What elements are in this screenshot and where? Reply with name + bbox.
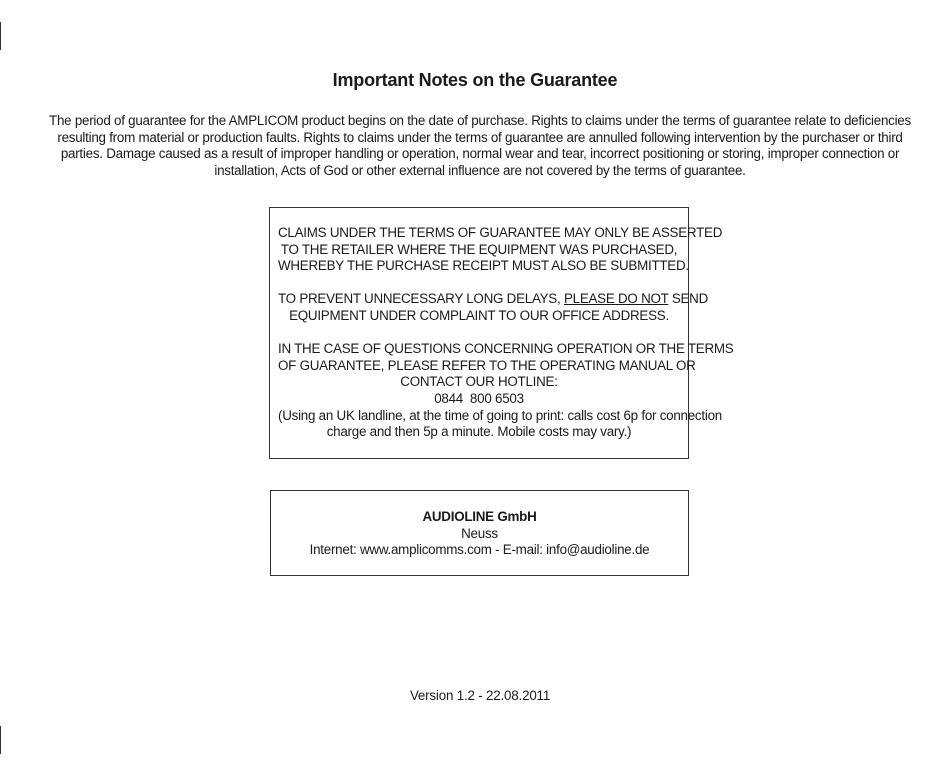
claims-line: TO THE RETAILER WHERE THE EQUIPMENT WAS PURCHASED, [280, 241, 678, 257]
delays-suffix: SEND [668, 291, 709, 307]
claims-line: WHEREBY THE PURCHASE RECEIPT MUST ALSO BE SUBMITTED. [278, 258, 689, 274]
delays-paragraph [278, 291, 709, 324]
delays-line: EQUIPMENT UNDER COMPLAINT TO OUR OFFICE ADDRESS. [289, 307, 669, 323]
crop-mark-bottom [0, 726, 1, 754]
guarantee-intro-paragraph: The period of guarantee for the AMPLICOM product begins on the date of purchase. Rights to claims under the terms of guarantee relate to deficiencies resulting from material or production faults. Rights to claims under the terms of guarantee are annulled following intervention by the purchaser or third parties. Damage caused as a result of improper handling or operation, normal wear and tear, incorrect positioning or storing, improper connection or installation, Acts of God or other external influence are not covered by the terms of guarantee. [49, 113, 911, 178]
contact-details: Internet: www.amplicomms.com - E-mail: info@audioline.de [309, 542, 650, 558]
hotline-line: IN THE CASE OF QUESTIONS CONCERNING OPERATION OR THE TERMS [278, 341, 734, 357]
hotline-paragraph [278, 341, 734, 441]
crop-mark-top [0, 22, 1, 50]
delays-prefix: TO PREVENT UNNECESSARY LONG DELAYS, [278, 291, 564, 307]
call-cost-note: (Using an UK landline, at the time of going to print: calls cost 6p for connection [278, 407, 722, 423]
claims-paragraph [278, 225, 723, 275]
please-do-not-emphasis: PLEASE DO NOT [563, 291, 669, 307]
claims-notice-box [269, 207, 734, 459]
page-title: Important Notes on the Guarantee [332, 70, 618, 90]
version-label: Version 1.2 - 22.08.2011 [409, 688, 551, 703]
delays-line [278, 291, 709, 308]
company-name: AUDIOLINE GmbH [422, 509, 537, 524]
hotline-line: OF GUARANTEE, PLEASE REFER TO THE OPERATING MANUAL OR [278, 357, 696, 373]
hotline-number: 0844 800 6503 [434, 390, 524, 406]
company-city: Neuss [461, 525, 498, 541]
claims-line: CLAIMS UNDER THE TERMS OF GUARANTEE MAY ONLY BE ASSERTED [278, 225, 723, 240]
contact-box [270, 490, 689, 576]
call-cost-note: charge and then 5p a minute. Mobile costs may vary.) [326, 424, 632, 440]
hotline-line: CONTACT OUR HOTLINE: [400, 374, 558, 390]
